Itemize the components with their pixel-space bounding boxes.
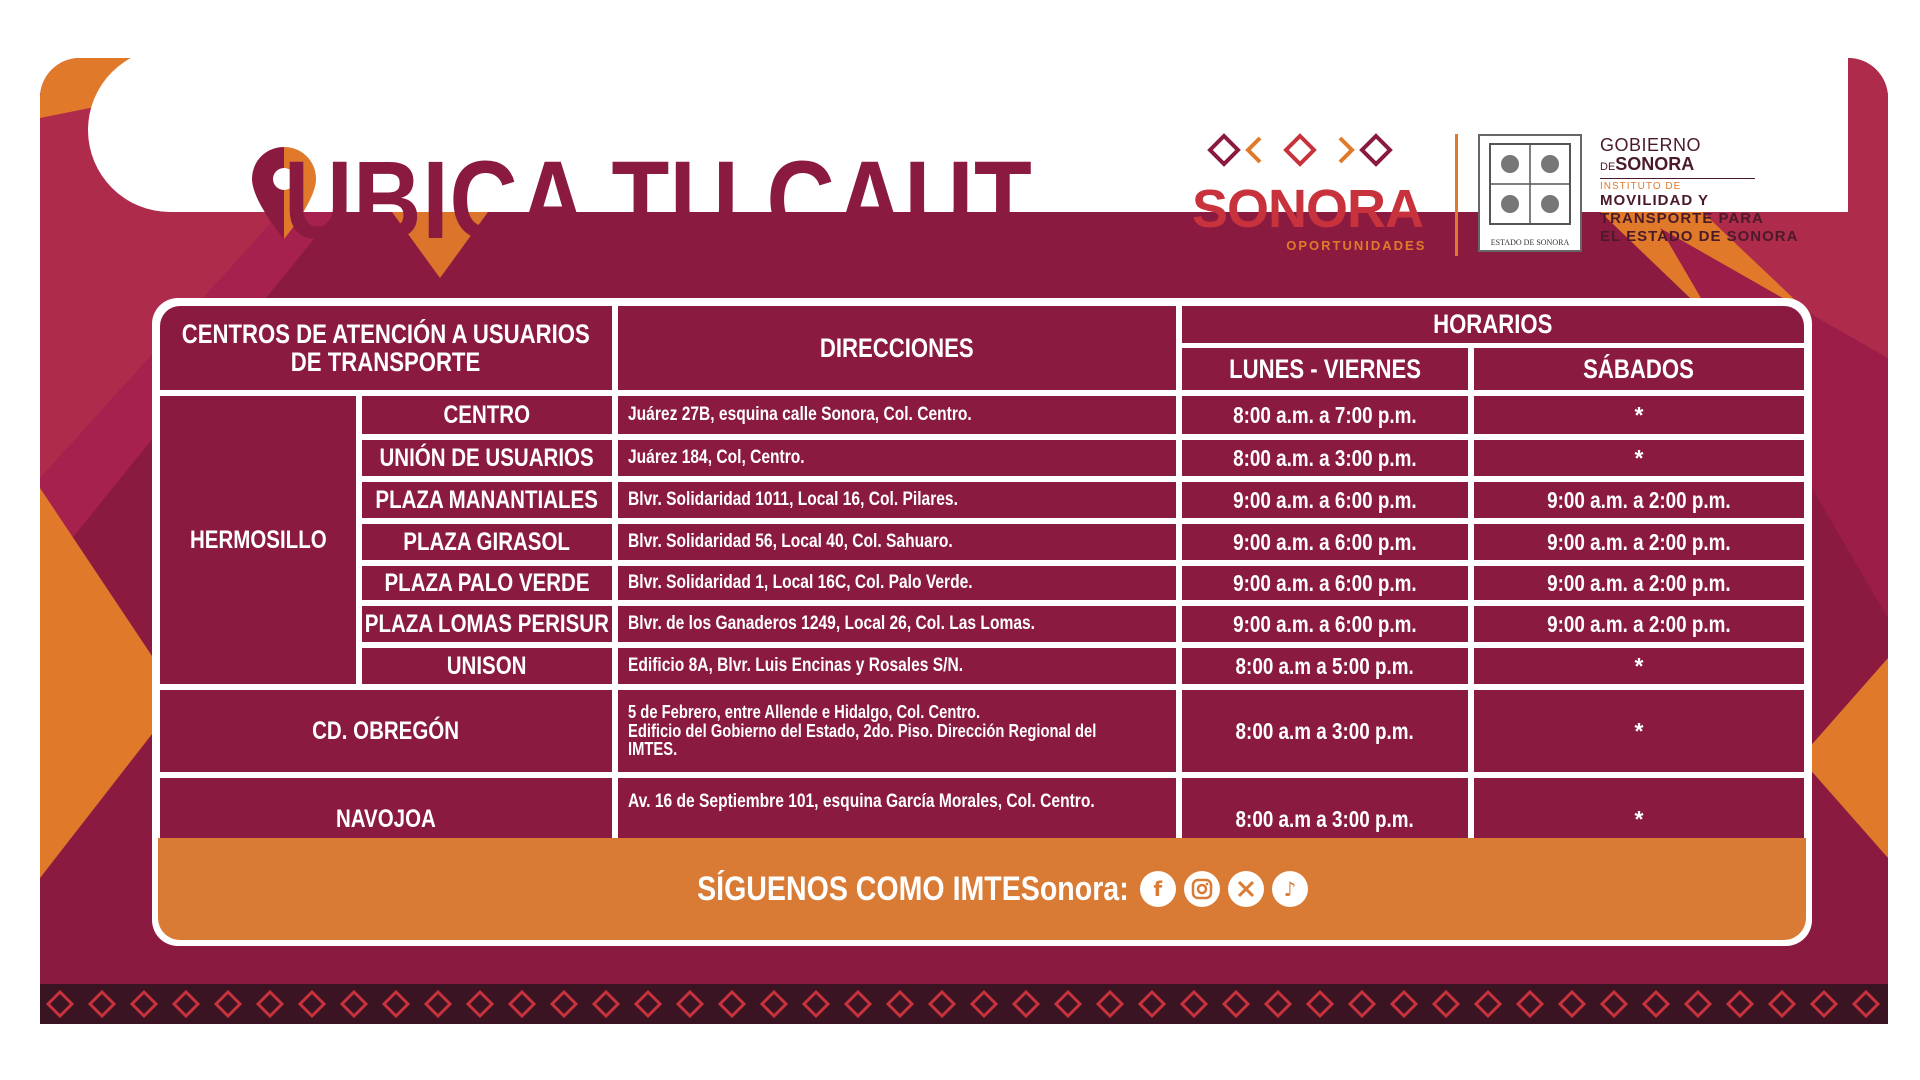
instagram-icon[interactable]	[1184, 871, 1220, 907]
obregon-hours-sab	[1474, 690, 1804, 772]
center-hours-sab	[1474, 566, 1804, 600]
inst-line-4: EL ESTADO DE SONORA	[1600, 228, 1799, 246]
center-address	[618, 440, 1176, 476]
center-hours-sab-label: 9:00 a.m. a 2:00 p.m.	[1547, 610, 1731, 637]
state-seal	[1478, 134, 1582, 252]
government-logo	[1600, 136, 1798, 246]
center-hours-lv	[1182, 440, 1468, 476]
page-title: UBICA TU CAUT	[284, 139, 1033, 262]
center-name-label: PLAZA PALO VERDE	[384, 568, 590, 597]
center-address-label: Edificio 8A, Blvr. Luis Encinas y Rosales S/N.	[628, 655, 964, 677]
center-address	[618, 606, 1176, 642]
header-direcciones-label: DIRECCIONES	[820, 332, 974, 363]
center-hours-lv	[1182, 396, 1468, 434]
social-icons	[1140, 871, 1308, 907]
center-hours-lv	[1182, 482, 1468, 518]
center-name	[362, 482, 612, 518]
header-sabados	[1474, 348, 1804, 390]
center-name	[362, 396, 612, 434]
center-hours-sab-label: 9:00 a.m. a 2:00 p.m.	[1547, 569, 1731, 596]
inst-line-1: INSTITUTO DE	[1600, 180, 1682, 192]
header-centros	[160, 306, 612, 390]
gob-de: DE	[1600, 160, 1616, 173]
center-hours-sab-label: 9:00 a.m. a 2:00 p.m.	[1547, 486, 1731, 513]
tagline-part-2: OPORTUNIDADES	[1286, 238, 1427, 253]
center-hours-sab-label: 9:00 a.m. a 2:00 p.m.	[1547, 528, 1731, 555]
center-name-label: PLAZA MANANTIALES	[375, 485, 599, 514]
center-address-label: Juárez 184, Col, Centro.	[628, 447, 805, 469]
navojoa-hours-lv-label: 8:00 a.m a 3:00 p.m.	[1235, 805, 1415, 832]
city-hermosillo	[160, 396, 356, 684]
obregon-address	[618, 690, 1176, 772]
center-address	[618, 566, 1176, 600]
center-hours-lv-label: 8:00 a.m. a 3:00 p.m.	[1233, 444, 1417, 471]
footer-social-bar	[158, 838, 1806, 940]
city-obregon-label: CD. OBREGÓN	[312, 716, 460, 745]
header-horarios-label: HORARIOS	[1433, 309, 1553, 340]
obregon-address-line-2: Edificio del Gobierno del Estado, 2do. Piso. Dirección Regional del	[628, 720, 1097, 741]
center-name-label: PLAZA LOMAS PERISUR	[364, 609, 610, 638]
gob-rule	[1600, 178, 1755, 179]
obregon-hours-sab-label: *	[1634, 717, 1644, 744]
center-name-label: UNISON	[447, 651, 527, 680]
center-hours-lv	[1182, 566, 1468, 600]
center-hours-sab-label: *	[1634, 652, 1644, 679]
x-icon[interactable]	[1228, 871, 1264, 907]
center-name-label: UNIÓN DE USUARIOS	[379, 443, 595, 472]
center-address-label: Blvr. Solidaridad 1, Local 16C, Col. Palo Verde.	[628, 572, 973, 594]
center-address	[618, 396, 1176, 434]
obregon-hours-lv	[1182, 690, 1468, 772]
center-name	[362, 524, 612, 560]
center-name	[362, 606, 612, 642]
header-centros-line-1: CENTROS DE ATENCIÓN A USUARIOS	[182, 318, 590, 349]
gob-line-2	[1600, 155, 1798, 174]
center-address	[618, 648, 1176, 684]
navojoa-hours-sab-label: *	[1634, 805, 1644, 832]
center-hours-sab-label: *	[1634, 444, 1644, 471]
center-address-label: Blvr. de los Ganaderos 1249, Local 26, Col. Las Lomas.	[628, 613, 1035, 635]
center-address-label: Juárez 27B, esquina calle Sonora, Col. Centro.	[628, 404, 972, 426]
gob-line-1: GOBIERNO	[1600, 135, 1702, 155]
coat-of-arms-icon	[1480, 136, 1580, 236]
tiktok-icon[interactable]: ♪	[1272, 871, 1308, 907]
center-hours-lv	[1182, 606, 1468, 642]
center-hours-lv-label: 8:00 a.m. a 7:00 p.m.	[1233, 401, 1417, 428]
header-direcciones	[618, 306, 1176, 390]
city-hermosillo-label: HERMOSILLO	[189, 525, 327, 554]
center-hours-sab-label: *	[1634, 401, 1644, 428]
header-sab-label: SÁBADOS	[1583, 353, 1695, 384]
center-hours-sab	[1474, 396, 1804, 434]
footer-text: SÍGUENOS COMO IMTESonora:	[697, 869, 1129, 908]
navojoa-address-label: Av. 16 de Septiembre 101, esquina García Morales, Col. Centro.	[628, 791, 1095, 812]
center-address-label: Blvr. Solidaridad 1011, Local 16, Col. Pilares.	[628, 489, 958, 511]
center-name-label: PLAZA GIRASOL	[403, 527, 571, 556]
sonora-brand-word: SONORA	[1192, 179, 1424, 239]
center-hours-lv-label: 9:00 a.m. a 6:00 p.m.	[1233, 486, 1417, 513]
center-hours-sab	[1474, 440, 1804, 476]
center-hours-sab	[1474, 606, 1804, 642]
facebook-icon[interactable]: f	[1140, 871, 1176, 907]
center-name	[362, 566, 612, 600]
obregon-address-line-3: IMTES.	[628, 739, 678, 760]
center-address	[618, 524, 1176, 560]
center-hours-sab	[1474, 524, 1804, 560]
city-navojoa-label: NAVOJOA	[336, 804, 436, 833]
obregon-address-line-1: 5 de Febrero, entre Allende e Hidalgo, Col. Centro.	[628, 701, 981, 722]
center-hours-sab	[1474, 482, 1804, 518]
inst-line-2: MOVILIDAD Y	[1600, 192, 1710, 210]
inst-line-3: TRANSPORTE PARA	[1600, 210, 1764, 228]
seal-label: ESTADO DE SONORA	[1490, 238, 1570, 247]
center-hours-lv	[1182, 524, 1468, 560]
header-centros-line-2: DE TRANSPORTE	[291, 347, 481, 377]
city-obregon	[160, 690, 612, 772]
gob-sonora: SONORA	[1615, 153, 1695, 174]
tagline-part-1: TIERRA DE	[1194, 238, 1287, 253]
center-name	[362, 648, 612, 684]
center-name	[362, 440, 612, 476]
header-lunes-viernes	[1182, 348, 1468, 390]
sonora-tagline	[1194, 238, 1426, 253]
center-hours-lv-label: 9:00 a.m. a 6:00 p.m.	[1233, 569, 1417, 596]
center-address-label: Blvr. Solidaridad 56, Local 40, Col. Sahuaro.	[628, 531, 953, 553]
obregon-hours-lv-label: 8:00 a.m a 3:00 p.m.	[1235, 717, 1415, 744]
header-lv-label: LUNES - VIERNES	[1229, 353, 1421, 384]
center-hours-lv-label: 9:00 a.m. a 6:00 p.m.	[1233, 528, 1417, 555]
center-address	[618, 482, 1176, 518]
header-horarios	[1182, 306, 1804, 343]
logo-divider	[1455, 134, 1458, 256]
center-hours-lv-label: 8:00 a.m a 5:00 p.m.	[1235, 652, 1415, 679]
center-name-label: CENTRO	[443, 400, 531, 429]
center-hours-sab	[1474, 648, 1804, 684]
decorative-band	[40, 984, 1888, 1024]
center-hours-lv	[1182, 648, 1468, 684]
center-hours-lv-label: 9:00 a.m. a 6:00 p.m.	[1233, 610, 1417, 637]
